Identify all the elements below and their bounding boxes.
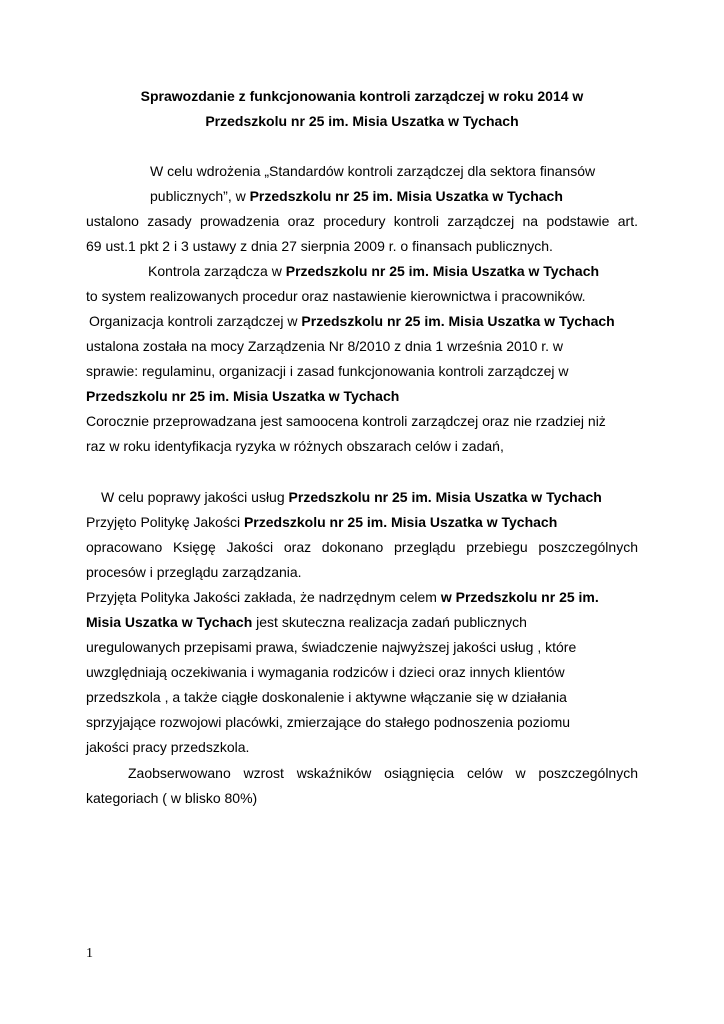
p6-line-5: przedszkola , a także ciągłe doskonalenie i aktywne włączanie się w działania bbox=[86, 689, 567, 705]
p7-line-1: Zaobserwowano wzrost wskaźników osiągnięcia celów w poszczególnych bbox=[128, 765, 638, 781]
p6-line-6: sprzyjające rozwojowi placówki, zmierzające do stałego podnoszenia poziomu bbox=[86, 714, 571, 730]
p4-line-2: raz w roku identyfikacja ryzyka w różnych obszarach celów i zadań, bbox=[86, 438, 504, 454]
p3-line-3: sprawie: regulaminu, organizacji i zasad funkcjonowania kontroli zarządczej w bbox=[86, 363, 569, 379]
p5-line-4: procesów i przeglądu zarządzania. bbox=[86, 564, 302, 580]
p4-line-1: Corocznie przeprowadzana jest samoocena kontroli zarządczej oraz nie rzadziej niż bbox=[86, 413, 606, 429]
p1-line-1: W celu wdrożenia „Standardów kontroli zarządczej dla sektora finansów bbox=[150, 163, 596, 179]
p2-line-1: Kontrola zarządcza w Przedszkolu nr 25 im. Misia Uszatka w Tychach bbox=[148, 263, 600, 279]
p7-line-2: kategoriach ( w blisko 80%) bbox=[86, 790, 258, 806]
p5-line-3: opracowano Księgę Jakości oraz dokonano przeglądu przebiegu poszczególnych bbox=[86, 539, 638, 555]
p1-line-2: publicznych”, w Przedszkolu nr 25 im. Misia Uszatka w Tychach bbox=[150, 188, 563, 204]
p1-line-4: 69 ust.1 pkt 2 i 3 ustawy z dnia 27 sierpnia 2009 r. o finansach publicznych. bbox=[86, 238, 553, 254]
p6-line-4: uwzględniają oczekiwania i wymagania rodziców i dzieci oraz innych klientów bbox=[86, 664, 565, 680]
p6-line-1: Przyjęta Polityka Jakości zakłada, że nadrzędnym celem w Przedszkolu nr 25 im. bbox=[86, 589, 599, 605]
p6-line-3: uregulowanych przepisami prawa, świadczenie najwyższej jakości usług , które bbox=[86, 639, 577, 655]
title-line-1: Sprawozdanie z funkcjonowania kontroli zarządczej w roku 2014 w bbox=[140, 88, 584, 104]
p3-line-2: ustalona została na mocy Zarządzenia Nr 8/2010 z dnia 1 września 2010 r. w bbox=[86, 338, 564, 354]
p3-line-4: Przedszkolu nr 25 im. Misia Uszatka w Tychach bbox=[86, 388, 400, 404]
title-line-2: Przedszkolu nr 25 im. Misia Uszatka w Tychach bbox=[205, 113, 519, 129]
p6-line-2: Misia Uszatka w Tychach jest skuteczna realizacja zadań publicznych bbox=[86, 614, 527, 630]
page-number: 1 bbox=[86, 946, 93, 961]
p2-line-2: to system realizowanych procedur oraz nastawienie kierownictwa i pracowników. bbox=[86, 288, 586, 304]
p5-line-1: W celu poprawy jakości usług Przedszkolu nr 25 im. Misia Uszatka w Tychach bbox=[101, 489, 602, 505]
p3-line-1: Organizacja kontroli zarządczej w Przedszkolu nr 25 im. Misia Uszatka w Tychach bbox=[89, 313, 615, 329]
p6-line-7: jakości pracy przedszkola. bbox=[86, 739, 250, 755]
p1-line-3: ustalono zasady prowadzenia oraz procedury kontroli zarządczej na podstawie art. bbox=[86, 213, 638, 229]
p5-line-2: Przyjęto Politykę Jakości Przedszkolu nr 25 im. Misia Uszatka w Tychach bbox=[86, 514, 558, 530]
